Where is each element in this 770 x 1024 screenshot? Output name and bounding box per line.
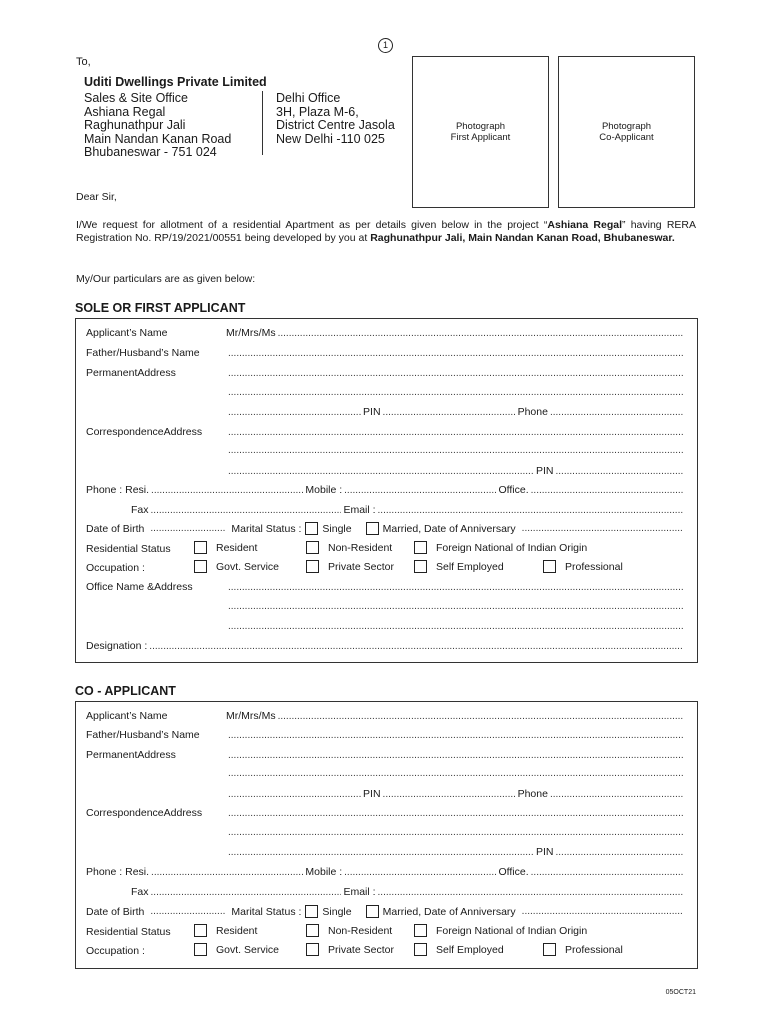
label: Phone [517,788,548,800]
label: Professional [565,943,623,956]
label: PIN [535,465,554,477]
single-checkbox[interactable] [305,905,318,918]
label: PIN [535,846,554,858]
office-address-line2[interactable] [226,601,685,612]
pin-field[interactable] [556,466,684,477]
perm-address-row[interactable] [86,367,685,379]
foreign-checkbox[interactable] [414,541,427,554]
designation-row[interactable] [86,640,685,652]
foreign-national-option[interactable] [414,541,587,554]
dob-field[interactable] [150,906,225,917]
label: Date of Birth [86,905,145,918]
corr-pin-row[interactable] [226,465,685,477]
perm-address-field[interactable] [228,368,683,379]
label: Father/Husband’s Name [86,347,200,359]
label: Self Employed [436,560,504,573]
anniversary-field[interactable] [522,906,683,917]
self-employed-option[interactable] [414,943,504,956]
label: Fax [131,504,149,516]
single-checkbox[interactable] [305,522,318,535]
fax-email-row[interactable] [131,504,685,516]
office-address-field[interactable] [228,601,683,612]
corr-pin-row[interactable] [226,846,685,858]
perm-pin-phone-row[interactable] [226,406,685,418]
pin-field[interactable] [383,407,516,418]
label: Email : [343,504,376,516]
label: Phone : Resi. [86,484,150,496]
label: Residential Status [86,926,171,938]
professional-option[interactable] [543,943,623,956]
photo-sublabel: Co-Applicant [599,132,654,143]
corr-address-field[interactable] [228,847,534,858]
dob-marital-row[interactable] [86,905,685,918]
photo-label: Photograph [455,121,506,132]
label: Mr/Mrs/Ms [226,327,276,339]
name-field[interactable] [278,711,683,722]
label: Occupation : [86,562,145,574]
request-text: I/We request for allotment of a residential Apartment as per details given below in the project “ [76,219,548,231]
perm-pin-phone-row[interactable] [226,788,685,800]
label: Single [322,905,352,918]
corr-address-field[interactable] [228,427,683,438]
address-line: District Centre Jasola [276,118,395,132]
label: Email : [343,886,376,898]
govt-service-option[interactable] [194,943,279,956]
to-label: To, [76,56,91,68]
label: Occupation : [86,945,145,957]
photo-box-first-applicant[interactable] [412,56,549,208]
private-checkbox[interactable] [306,943,319,956]
label: Professional [565,560,623,573]
label: PermanentAddress [86,749,176,761]
phone-field[interactable] [550,789,683,800]
corr-address-row[interactable] [86,426,685,438]
label: Govt. Service [216,560,280,573]
anniversary-field[interactable] [522,523,683,534]
pin-field[interactable] [383,789,516,800]
label: Date of Birth [86,522,145,535]
office-address-line3[interactable] [226,621,685,632]
non-resident-option[interactable] [306,541,392,554]
foreign-national-option[interactable] [414,924,587,937]
fax-email-row[interactable] [131,886,685,898]
resi-phone-field[interactable] [151,867,303,878]
mobile-field[interactable] [344,485,496,496]
office-phone-field[interactable] [531,485,683,496]
professional-checkbox[interactable] [543,943,556,956]
project-name: Ashiana Regal [547,219,623,231]
photo-box-co-applicant[interactable] [558,56,695,208]
photo-label: Photograph [601,121,652,132]
address-line: Delhi Office [276,91,341,105]
corr-address-field[interactable] [228,827,683,838]
section-title-co-applicant: CO - APPLICANT [75,684,176,698]
father-name-row[interactable] [86,347,685,359]
dob-field[interactable] [150,523,225,534]
corr-address-field[interactable] [228,808,683,819]
label: Father/Husband’s Name [86,729,200,741]
office-phone-field[interactable] [531,867,683,878]
govt-service-option[interactable] [194,560,279,573]
self-employed-checkbox[interactable] [414,560,427,573]
label: Resident [216,541,258,554]
self-employed-option[interactable] [414,560,504,573]
label: Office. [498,484,529,496]
label: Mr/Mrs/Ms [226,710,276,722]
govt-checkbox[interactable] [194,943,207,956]
label: Mobile : [305,484,343,496]
perm-address-field[interactable] [228,407,361,418]
office-address-field[interactable] [228,582,683,593]
perm-address-line2[interactable] [226,387,685,398]
label: Single [322,522,352,535]
label: Married, Date of Anniversary [382,522,516,535]
fax-field[interactable] [151,505,342,516]
photo-sublabel: First Applicant [450,132,511,143]
address-line: Bhubaneswar - 751 024 [84,145,217,159]
label: PIN [363,788,381,800]
address-line: Raghunathpur Jali [84,118,186,132]
foreign-checkbox[interactable] [414,924,427,937]
perm-address-field[interactable] [228,768,683,779]
resident-checkbox[interactable] [194,924,207,937]
office-address-row[interactable] [86,581,685,593]
govt-checkbox[interactable] [194,560,207,573]
perm-address-field[interactable] [228,387,683,398]
dob-marital-row[interactable] [86,522,685,535]
phone-row[interactable] [86,484,685,496]
label: CorrespondenceAddress [86,426,203,438]
professional-checkbox[interactable] [543,560,556,573]
delhi-office-address [276,92,395,146]
label: Foreign National of Indian Origin [436,541,588,554]
pin-field[interactable] [556,847,684,858]
applicant-name-row[interactable] [86,327,685,339]
section-title-first-applicant: SOLE OR FIRST APPLICANT [75,301,246,315]
label: Govt. Service [216,943,280,956]
label: Self Employed [436,943,504,956]
label: Designation : [86,640,148,652]
self-employed-checkbox[interactable] [414,943,427,956]
email-field[interactable] [378,887,683,898]
father-name-field[interactable] [228,348,683,359]
label: Marital Status : [231,905,302,918]
address-line: New Delhi -110 025 [276,131,385,146]
married-checkbox[interactable] [366,522,379,535]
request-text: ” having RERA Registration No. RP/19/2021/00551 being developed by you at [76,219,697,244]
private-checkbox[interactable] [306,560,319,573]
label: Phone [517,406,548,418]
co-applicant-form [75,701,698,969]
father-name-field[interactable] [228,730,683,741]
label: Private Sector [328,943,394,956]
private-sector-option[interactable] [306,560,394,573]
label: CorrespondenceAddress [86,807,203,819]
label: PermanentAddress [86,367,176,379]
request-paragraph [76,219,696,245]
first-applicant-form [75,318,698,663]
corr-address-line2[interactable] [226,445,685,456]
applicant-name-row[interactable] [86,710,685,722]
corr-address-line2[interactable] [226,827,685,838]
father-name-row[interactable] [86,729,685,741]
office-address-field[interactable] [228,621,683,632]
label: Resident [216,924,258,937]
corr-address-field[interactable] [228,445,683,456]
resident-option[interactable] [194,924,257,937]
label: Mobile : [305,866,343,878]
particulars-text: My/Our particulars are as given below: [76,273,256,285]
non-resident-checkbox[interactable] [306,924,319,937]
mobile-field[interactable] [344,867,496,878]
label: Fax [131,886,149,898]
page-number: 1 [378,38,393,53]
salutation: Dear Sir, [76,191,117,203]
label: Marital Status : [231,522,302,535]
perm-address-line2[interactable] [226,768,685,779]
non-resident-checkbox[interactable] [306,541,319,554]
resident-checkbox[interactable] [194,541,207,554]
name-field[interactable] [278,328,683,339]
label: Applicant’s Name [86,327,168,339]
perm-address-row[interactable] [86,749,685,761]
corr-address-field[interactable] [228,466,534,477]
address-line: Main Nandan Kanan Road [84,131,232,146]
email-field[interactable] [378,505,683,516]
corr-address-row[interactable] [86,807,685,819]
label: Office Name &Address [86,581,193,593]
phone-row[interactable] [86,866,685,878]
label: Office. [498,866,529,878]
label: Non-Resident [328,541,393,554]
fax-field[interactable] [151,887,342,898]
label: Married, Date of Anniversary [382,905,516,918]
phone-field[interactable] [550,407,683,418]
perm-address-field[interactable] [228,750,683,761]
label: Phone : Resi. [86,866,150,878]
address-line: Ashiana Regal [84,104,166,119]
married-checkbox[interactable] [366,905,379,918]
private-sector-option[interactable] [306,943,394,956]
project-location: Raghunathpur Jali, Main Nandan Kanan Road, Bhubaneswar. [370,232,675,244]
professional-option[interactable] [543,560,623,573]
sales-office-address [84,92,231,160]
designation-field[interactable] [149,641,683,652]
company-name: Uditi Dwellings Private Limited [84,75,267,89]
address-line: Sales & Site Office [84,91,188,105]
perm-address-field[interactable] [228,789,361,800]
footer-code: 05OCT21 [665,989,696,996]
label: Applicant’s Name [86,710,168,722]
address-line: 3H, Plaza M-6, [276,104,359,119]
label: Residential Status [86,543,171,555]
label: Foreign National of Indian Origin [436,924,588,937]
non-resident-option[interactable] [306,924,392,937]
resi-phone-field[interactable] [151,485,303,496]
address-divider [262,91,263,155]
label: PIN [363,406,381,418]
resident-option[interactable] [194,541,257,554]
label: Private Sector [328,560,394,573]
label: Non-Resident [328,924,393,937]
